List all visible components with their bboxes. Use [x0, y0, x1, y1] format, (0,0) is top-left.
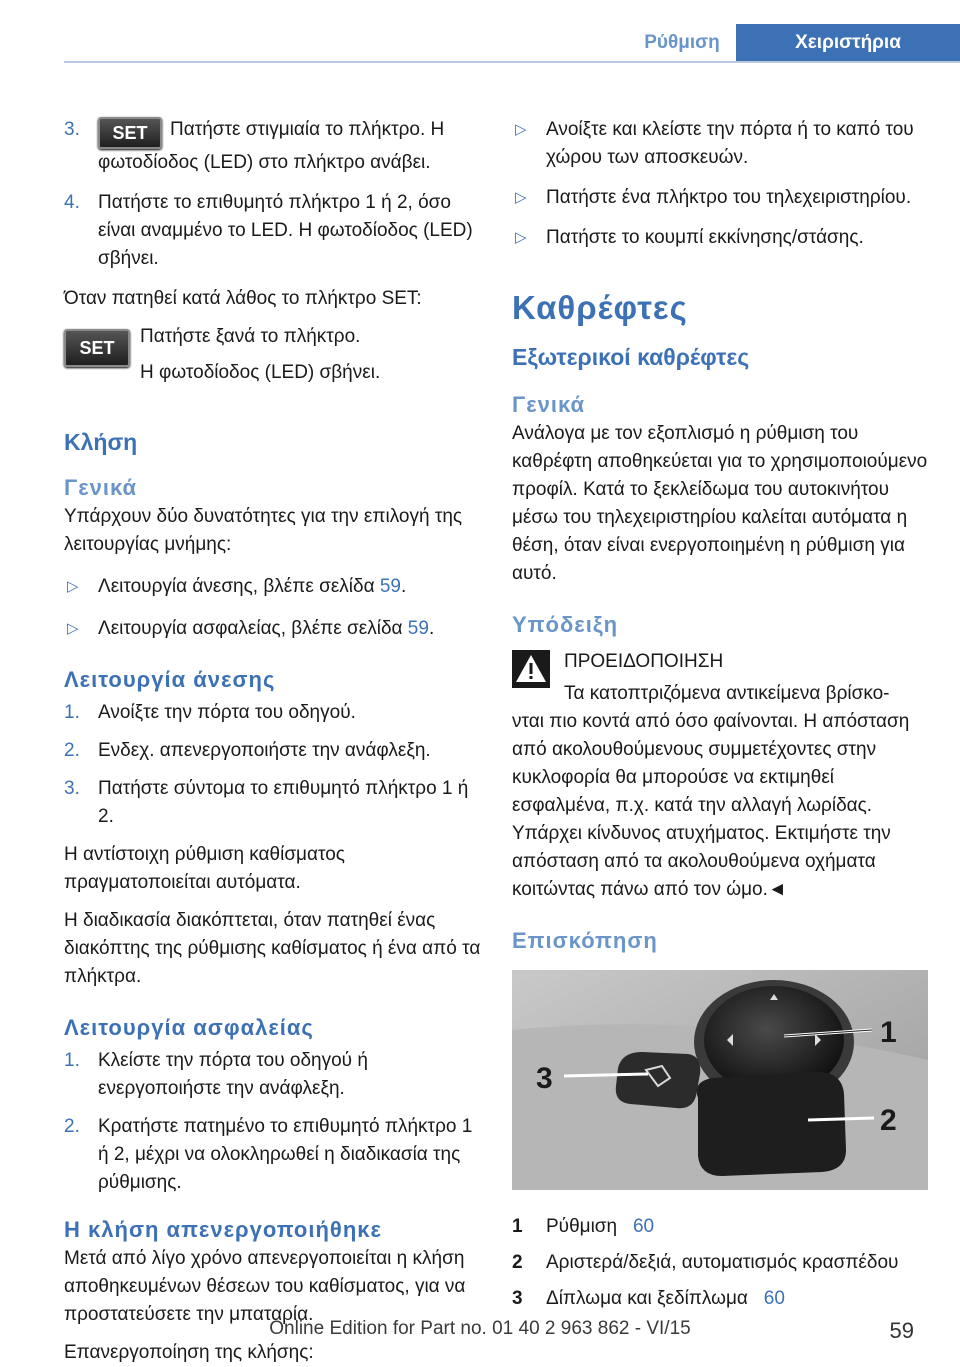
heading-general: Γενικά: [64, 475, 138, 500]
safety-step: 1. Κλείστε την πόρτα του οδηγού ή ενεργοποιήστε την ανάφλεξη.: [64, 1050, 368, 1099]
set-button-icon: SET: [98, 117, 162, 149]
mirror-switch-figure: [512, 970, 928, 1190]
comfort-step: 2. Ενδεχ. απενεργοποιήστε την ανάφλεξη.: [64, 740, 431, 761]
set-again-text: Πατήστε ξανά το πλήκτρο.: [140, 326, 361, 347]
step-text: Πατήστε το επιθυμητό πλήκτρο 1 ή 2, όσο είναι αναμμένο το LED. Η φωτοδίοδος (LED) σβήνει.: [98, 192, 473, 269]
triangle-bullet-icon: ▷: [67, 620, 79, 637]
callout-3: 3: [536, 1062, 553, 1095]
page-link[interactable]: 59: [379, 576, 401, 597]
list-item: ▷ Λειτουργία ασφαλείας, βλέπε σελίδα 59.: [64, 615, 482, 643]
general-text: Ανάλογα με τον εξοπλισμό η ρύθμιση του καθρέφτη αποθηκεύεται για το χρησιμοποιούμενο προφίλ. Κατά το ξεκλείδωμα του αυτοκινήτου μέσω του τηλεχειριστηρίου καλείται αυτόματα η θέση, όταν είναι ενεργοποιημένη η ρύθμιση για αυτό.: [512, 423, 928, 584]
legend-item: 2 Αριστερά/δεξιά, αυτοματισμός κρασπέδου: [512, 1252, 899, 1273]
step-3: [64, 116, 482, 177]
wrong-press-text: Όταν πατηθεί κατά λάθος το πλήκτρο SET:: [64, 288, 422, 309]
reactivate-text: Επανεργοποίηση της κλήσης:: [64, 1342, 314, 1363]
step-number: 4.: [64, 192, 80, 213]
set-again-block: [64, 323, 482, 387]
heading-safety: Λειτουργία ασφαλείας: [64, 1015, 314, 1040]
comfort-text: Η αντίστοιχη ρύθμιση καθίσματος πραγματοποιείται αυτόματα.: [64, 844, 345, 893]
page-number: 59: [889, 1318, 914, 1343]
heading-comfort: Λειτουργία άνεσης: [64, 667, 276, 692]
left-column: [64, 116, 482, 1367]
list-item: ▷ Ανοίξτε και κλείστε την πόρτα ή το καπό του χώρου των αποσκευών.: [512, 116, 930, 172]
step-4: [64, 189, 482, 273]
warning-note: [512, 648, 930, 904]
heading-disabled: Η κλήση απενεργοποιήθηκε: [64, 1217, 382, 1242]
legend-item: 3 Δίπλωμα και ξεδίπλωμα 60: [512, 1288, 785, 1309]
general-text: Υπάρχουν δύο δυνατότητες για την επιλογή της λειτουργίας μνήμης:: [64, 506, 463, 555]
step-text: Πατήστε στιγμιαία το πλήκτρο. Η φωτοδίοδος (LED) στο πλήκτρο ανάβει.: [98, 119, 445, 173]
triangle-bullet-icon: ▷: [515, 121, 527, 138]
heading-mirrors: Καθρέφτες: [512, 289, 688, 326]
tab-controls[interactable]: Χειριστήρια: [736, 24, 960, 62]
triangle-bullet-icon: ▷: [67, 578, 79, 595]
page-link[interactable]: 60: [632, 1216, 655, 1237]
warning-text: νται πιο κοντά από όσο φαίνονται. Η απόσταση από ακολουθούμενους συμμετέχοντες στην κυκλοφορία θα μπορούσε να εκτιμηθεί εσφαλμένα, π.χ. κατά την αλλαγή λωρίδας. Υπάρχει κίνδυνος ατυχήματος. Εκτιμήστε την απόσταση από τα ακολουθούμενα οχήματα κοιτώντας πάνω από τον ώμο.◄: [512, 711, 910, 900]
list-item: ▷ Πατήστε το κουμπί εκκίνησης/στάσης.: [512, 224, 930, 252]
list-item: ▷ Πατήστε ένα πλήκτρο του τηλεχειριστηρίου.: [512, 184, 930, 212]
footer-edition: Online Edition for Part no. 01 40 2 963 862 - VI/15: [269, 1318, 691, 1339]
heading-overview: Επισκόπηση: [512, 928, 658, 953]
disabled-text: Μετά από λίγο χρόνο απενεργοποιείται η κλήση αποθηκευμένων θέσεων του καθίσματος, για να προστατεύσετε την μπαταρία.: [64, 1248, 466, 1325]
heading-general: Γενικά: [512, 392, 586, 417]
set-button-icon: SET: [64, 329, 130, 367]
heading-call: Κλήση: [64, 429, 138, 455]
header-tabs: [628, 24, 960, 62]
triangle-bullet-icon: ▷: [515, 189, 527, 206]
page-link[interactable]: 60: [763, 1288, 785, 1309]
callout-1: 1: [880, 1016, 897, 1049]
page-link[interactable]: 59: [407, 618, 429, 639]
legend-item: 1 Ρύθμιση 60: [512, 1216, 655, 1237]
warning-title: ΠΡΟΕΙΔΟΠΟΙΗΣΗ: [564, 651, 724, 672]
callout-2: 2: [880, 1104, 897, 1137]
list-item: ▷ Λειτουργία άνεσης, βλέπε σελίδα 59.: [64, 573, 482, 601]
right-column: [512, 116, 930, 1313]
triangle-bullet-icon: ▷: [515, 229, 527, 246]
warning-text-first-line: Τα κατοπτριζόμενα αντικείμενα βρίσκο-: [564, 683, 890, 704]
comfort-text: Η διαδικασία διακόπτεται, όταν πατηθεί ένας διακόπτης της ρύθμισης καθίσματος ή ένα από τα πλήκτρα.: [64, 910, 481, 987]
header-rule: [64, 61, 960, 63]
comfort-step: 3. Πατήστε σύντομα το επιθυμητό πλήκτρο 1 ή 2.: [64, 778, 469, 827]
heading-exterior-mirrors: Εξωτερικοί καθρέφτες: [512, 344, 750, 370]
safety-step: 2. Κρατήστε πατημένο το επιθυμητό πλήκτρο 1 ή 2, μέχρι να ολοκληρωθεί η διαδικασία της ρύθμισης.: [64, 1116, 473, 1193]
warning-icon: [512, 650, 550, 688]
comfort-step: 1. Ανοίξτε την πόρτα του οδηγού.: [64, 702, 356, 723]
step-number: 3.: [64, 119, 80, 140]
heading-note: Υπόδειξη: [512, 612, 619, 637]
tab-settings[interactable]: Ρύθμιση: [628, 24, 736, 62]
led-off-text: Η φωτοδίοδος (LED) σβήνει.: [140, 362, 381, 383]
